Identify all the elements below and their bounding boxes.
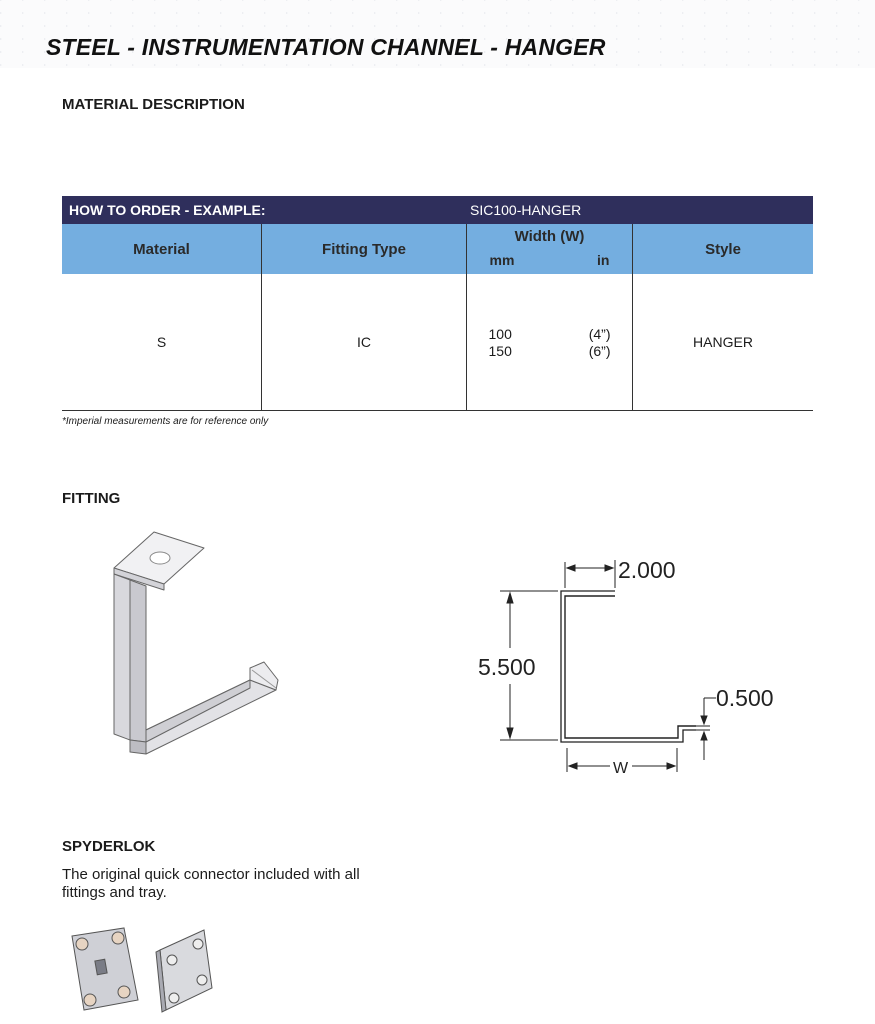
header-width-title: Width (W) — [514, 228, 585, 245]
dim-width-label: W — [613, 760, 629, 777]
width-in-value: (6”) — [588, 342, 611, 359]
order-example-label: HOW TO ORDER - EXAMPLE: — [69, 202, 266, 218]
order-value-row — [62, 274, 813, 411]
hanger-dimension-diagram — [470, 548, 790, 780]
width-in-value: (4”) — [588, 325, 611, 342]
width-mm-value: 150 — [488, 342, 512, 359]
fitting-heading: FITTING — [62, 490, 121, 507]
order-example-code: SIC100-HANGER — [470, 202, 582, 218]
header-width-in: in — [597, 252, 610, 268]
dim-flange-label: 2.000 — [618, 557, 676, 583]
spyderlok-description: The original quick connector included with all fittings and tray. — [62, 866, 360, 901]
order-table — [62, 196, 813, 411]
width-mm-value: 100 — [488, 325, 512, 342]
header-material: Material — [62, 224, 262, 274]
material-description-heading: MATERIAL DESCRIPTION — [62, 96, 245, 113]
value-width — [467, 274, 633, 410]
value-style: HANGER — [693, 334, 753, 350]
page-title: STEEL - INSTRUMENTATION CHANNEL - HANGER — [46, 34, 606, 60]
spyderlok-heading: SPYDERLOK — [62, 838, 156, 855]
imperial-footnote: *Imperial measurements are for reference only — [62, 416, 269, 427]
header-fitting-type: Fitting Type — [262, 224, 467, 274]
dim-height-label: 5.500 — [478, 654, 536, 680]
value-material: S — [62, 274, 262, 410]
value-fitting-type: IC — [262, 274, 467, 410]
order-header-row — [62, 224, 813, 274]
header-style: Style — [705, 240, 741, 258]
header-width — [467, 224, 633, 274]
order-example-bar — [62, 196, 813, 224]
header-width-mm: mm — [489, 252, 515, 268]
spyderlok-connector-illustration — [66, 922, 226, 1018]
dim-lip-label: 0.500 — [716, 685, 774, 711]
hanger-illustration — [100, 530, 290, 770]
